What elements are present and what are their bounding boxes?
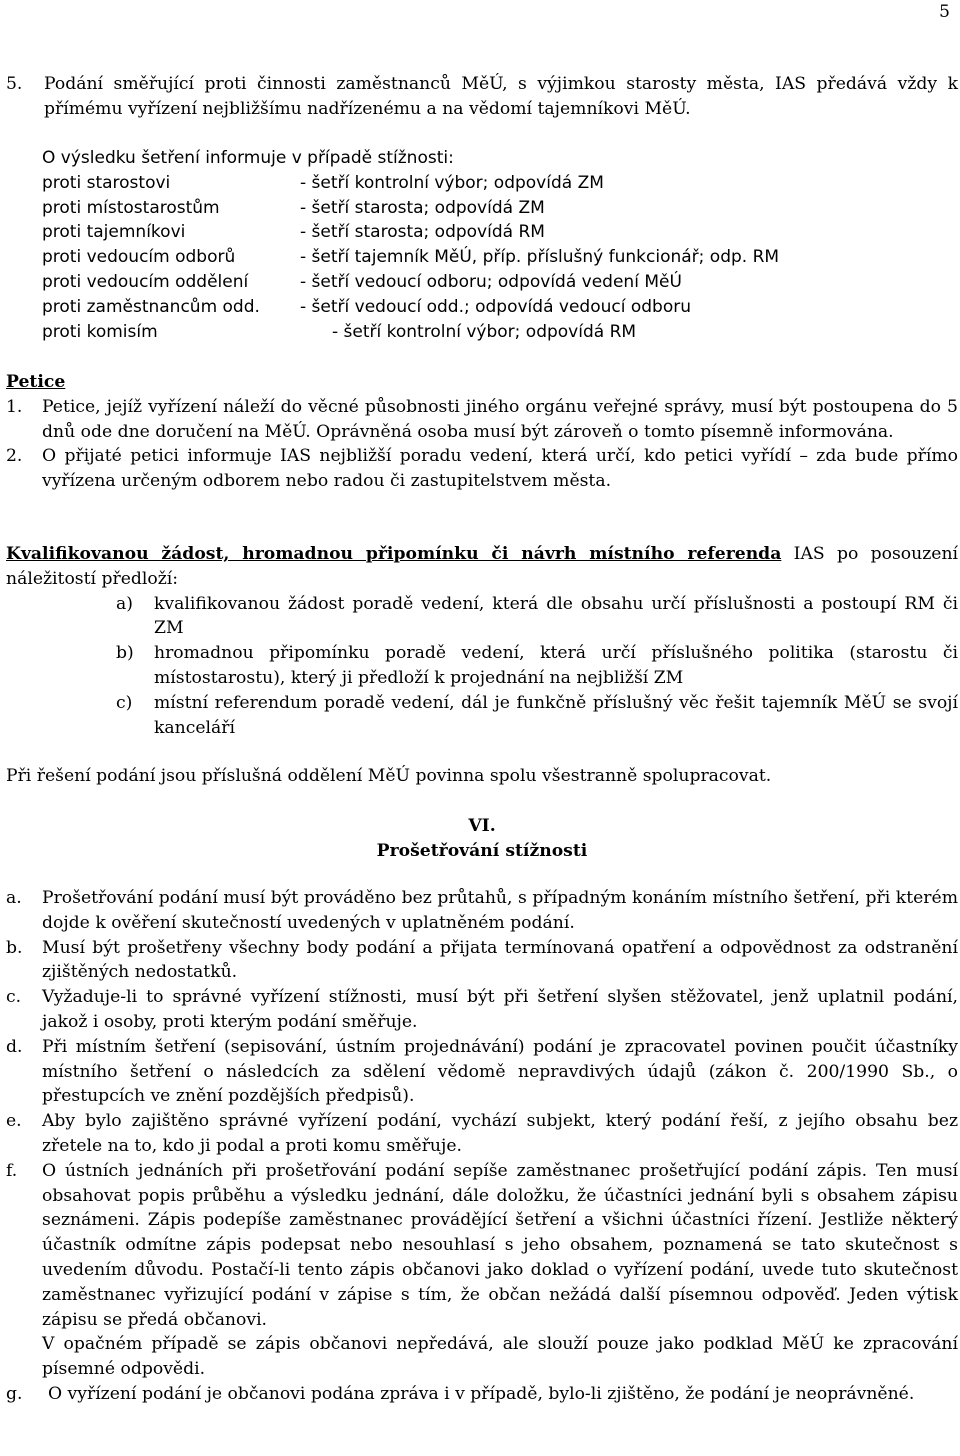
petice-heading: Petice [6, 372, 66, 392]
section-6-item-f-text: O ústních jednáních při prošetřování podání sepíše zaměstnanec prošetřující podání zápis. Ten musí obsahovat popis průběhu a výsledku jednání, dále doložku, že účastníci jednání byli s obsahem zápisu seznámeni. Zápis podepíše zaměstnanec provádějící šetření a všichni účastníci řízení. Jestliže některý účastník odmítne zápis podepsat nebo nesouhlasí s jeho obsahem, poznamená se tato skutečnost s uvedením důvodu. Postačí-li tento zápis občanovi jako doklad o vyřízení podání, uvede tuto skutečnost zaměstnanec vyřizující podání v zápise s tím, že občan nežádá další písemnou odpověď. Jeden výtisk zápisu se předá občanovi. [42, 1160, 958, 1330]
petice-item: 2. O přijaté petici informuje IAS nejbližší poradu vedení, která určí, kdo petici vyřídí – zda bude přímo vyřízena určeným odborem nebo radou či zastupitelstvem města. [6, 446, 958, 492]
petice-section [6, 370, 958, 494]
item-5-number: 5. [6, 74, 23, 94]
section-6-header [6, 814, 958, 864]
complaint-row: proti komisím - šetří kontrolní výbor; odpovídá RM [42, 321, 637, 342]
complaint-intro: O výsledku šetření informuje v případě stížnosti: [42, 148, 454, 168]
item-5-text: Podání směřující proti činnosti zaměstnanců MěÚ, s výjimkou starosty města, IAS předává vždy k přímému vyřízení nejbližšímu nadřízenému a na vědomí tajemníkovi MěÚ. [44, 74, 958, 119]
section-6-item: b. Musí být prošetřeny všechny body podání a přijata termínovaná opatření a odpovědnost za odstranění zjištěných nedostatků. [6, 937, 958, 983]
section-6-item: a. Prošetřování podání musí být prováděno bez průtahů, s případným konáním místního šetření, při kterém dojde k ověření skutečností uvedených v uplatněném podání. [6, 888, 958, 933]
kvalif-item: c) místní referendum poradě vedení, dál je funkčně příslušný věc řešit tajemník MěÚ se svojí kanceláří [116, 692, 958, 738]
section-6-list [6, 886, 958, 1407]
kvalif-item: b) hromadnou připomínku poradě vedení, která určí příslušného politika (starostu či místostarostu), který ji předloží k projednání na nejbližší ZM [116, 643, 958, 688]
complaint-row: proti místostarostům - šetří starosta; odpovídá ZM [42, 197, 545, 218]
kvalif-section [6, 542, 958, 740]
page-number: 5 [939, 2, 950, 22]
kvalif-intro [6, 542, 958, 592]
section-6-item: f. O ústních jednáních při prošetřování podání sepíše zaměstnanec prošetřující podání zápis. Ten musí obsahovat popis průběhu a výsledku jednání, dále doložku, že účastníci jednání byli s obsahem zápisu seznámeni. Zápis podepíše zaměstnanec provádějící šetření a všichni účastníci řízení. Jestliže některý účastník odmítne zápis podepsat nebo nesouhlasí s jeho obsahem, poznamená se tato skutečnost s uvedením důvodu. Postačí-li tento zápis občanovi jako doklad o vyřízení podání, uvede tuto skutečnost zaměstnanec vyřizující podání v zápise s tím, že občan nežádá další písemnou odpověď. Jeden výtisk zápisu se předá občanovi. V opačném případě se zápis občanovi nepředává, ale slouží pouze jako podklad MěÚ ke zpracování písemné odpovědi. [6, 1159, 958, 1382]
section-6-title: Prošetřování stížnosti [376, 840, 588, 861]
complaint-row: proti starostovi - šetří kontrolní výbor; odpovídá ZM [42, 172, 604, 193]
section-6-numeral: VI. [468, 816, 496, 836]
section-6-item-f-text2: V opačném případě se zápis občanovi nepředává, ale slouží pouze jako podklad MěÚ ke zpracování písemné odpovědi. [42, 1334, 958, 1380]
petice-item: 1. Petice, jejíž vyřízení náleží do věcné působnosti jiného orgánu veřejné správy, musí být postoupena do 5 dnů ode dne doručení na MěÚ. Oprávněná osoba musí být zároveň o tomto písemně informována. [6, 396, 958, 442]
kvalif-heading: Kvalifikovanou žádost, hromadnou připomínku či návrh místního referenda [6, 544, 782, 564]
complaint-row: proti tajemníkovi - šetří starosta; odpovídá RM [42, 222, 545, 243]
complaint-table [42, 146, 942, 344]
complaint-row: proti vedoucím odborů - šetří tajemník MěÚ, příp. příslušný funkcionář; odp. RM [42, 247, 780, 268]
complaint-row: proti zaměstnancům odd. - šetří vedoucí odd.; odpovídá vedoucí odboru [42, 296, 691, 317]
cooperation-paragraph: Při řešení podání jsou příslušná oddělení MěÚ povinna spolu všestranně spolupracovat. [6, 766, 772, 786]
item-5 [6, 72, 958, 122]
section-6-item: c. Vyžaduje-li to správné vyřízení stížnosti, musí být při šetření slyšen stěžovatel, jenž uplatnil podání, jakož i osoby, proti kterým podání směřuje. [6, 987, 958, 1032]
complaint-row: proti vedoucím oddělení - šetří vedoucí odboru; odpovídá vedení MěÚ [42, 271, 682, 292]
section-6-item: e. Aby bylo zajištěno správné vyřízení podání, vychází subjekt, který podání řeší, z jejího obsahu bez zřetele na to, kdo ji podal a proti komu směřuje. [6, 1111, 958, 1156]
kvalif-item: a) kvalifikovanou žádost poradě vedení, která dle obsahu určí příslušnosti a postoupí RM či ZM [116, 593, 958, 639]
section-6-item: d. Při místním šetření (sepisování, ústním projednávání) podání je zpracovatel povinen poučit účastníky místního šetření o následcích za sdělení vědomě nepravdivých údajů (zákon č. 200/1990 Sb., o přestupcích ve znění pozdějších předpisů). [6, 1036, 958, 1107]
kvalif-text: IAS po posouzení náležitostí předloží: [6, 544, 959, 589]
section-6-item: g. O vyřízení podání je občanovi podána zpráva i v případě, bylo-li zjištěno, že podání je neoprávněné. [6, 1383, 915, 1404]
